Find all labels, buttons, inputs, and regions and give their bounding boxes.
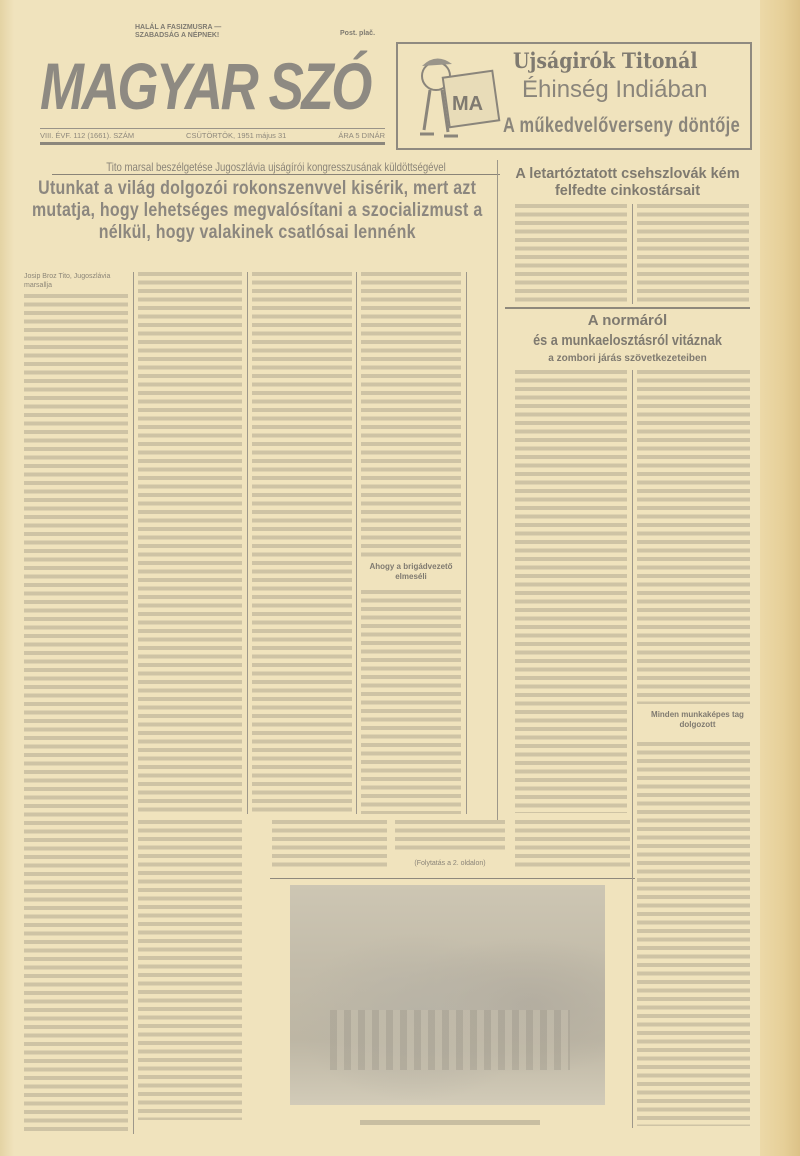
- side-story-2-column-1: [515, 370, 627, 813]
- side-story-2-crosshead-1: Ahogy a brigádvezető elmeséli: [369, 562, 453, 581]
- news-photo-figures: [330, 1010, 570, 1070]
- continued-note[interactable]: (Folytatás a 2. oldalon): [414, 860, 486, 867]
- lead-column-3: [252, 272, 352, 814]
- lead-kicker: Tito marsal beszélgetése Jugoszlávia ujságírói kongresszusának küldöttségével: [52, 160, 500, 175]
- teaser-item-3[interactable]: A műkedvelőverseny döntője: [503, 114, 741, 137]
- issue-info-line: [40, 128, 385, 145]
- issue-price: ÁRA 5 DINÁR: [338, 131, 385, 140]
- lead-column-2: [138, 272, 242, 814]
- column-rule: [632, 370, 633, 1128]
- lead-column-4b: [395, 820, 505, 850]
- postage-note: Post. plač.: [340, 30, 376, 37]
- divider: [505, 307, 750, 309]
- teaser-box: [396, 42, 752, 150]
- page-edge-right: [760, 0, 800, 1156]
- issue-number: VIII. ÉVF. 112 (1661). SZÁM: [40, 131, 135, 140]
- issue-date: CSÜTÖRTÖK, 1951 május 31: [186, 131, 287, 140]
- side-story-1-headline: A letartóztatott csehszlovák kém felfedte cinkostársait: [515, 166, 740, 199]
- lead-opening: Josip Broz Tito, Jugoszlávia marsallja: [24, 273, 111, 289]
- column-rule: [356, 272, 357, 814]
- side-story-2-subhead: a zombori járás szövetkezeteiben: [548, 353, 707, 364]
- news-photo: [290, 885, 605, 1105]
- lead-column-4: [361, 272, 461, 557]
- side-story-2-headline-1: A normáról: [587, 312, 668, 329]
- lead-column-4-lower: [361, 590, 461, 814]
- zombor-column-1b: [515, 820, 630, 870]
- teaser-item-2[interactable]: Éhinség Indiában: [522, 76, 708, 103]
- side-story-1-column-2: [637, 204, 749, 304]
- column-rule: [497, 160, 498, 820]
- lead-headline: Utunkat a világ dolgozói rokonszenvvel kisérik, mert azt mutatja, hogy lehetséges megvalósítani a szocializmust a nélkül, hogy valakinek csatlósai lennénk: [31, 178, 483, 243]
- masthead-title: MAGYAR SZÓ: [40, 49, 370, 123]
- photo-caption-line: [360, 1120, 540, 1125]
- lead-column-3b: [272, 820, 387, 870]
- masthead-motto: HALÁL A FASIZMUSRA — SZABADSÁG A NÉPNEK!: [135, 24, 222, 39]
- mascot-newspaper-label: MA: [452, 93, 484, 115]
- lead-column-1: [24, 294, 128, 1134]
- column-rule: [466, 272, 467, 814]
- side-story-2-column-2b: [637, 742, 750, 1126]
- lead-column-2b: [138, 820, 242, 1120]
- newsboy-mascot-icon: [406, 50, 506, 142]
- teaser-item-1[interactable]: Ujságirók Titonál: [513, 48, 698, 73]
- column-rule: [247, 272, 248, 814]
- side-story-2-headline-2: és a munkaelosztásról vitáznak: [533, 332, 722, 349]
- side-story-2-crosshead-2: Minden munkaképes tag dolgozott: [651, 710, 744, 729]
- divider: [270, 878, 635, 879]
- column-rule: [133, 272, 134, 1134]
- page-edge-left: [0, 0, 14, 1156]
- side-story-1-column-1: [515, 204, 627, 304]
- side-story-2-column-2: [637, 370, 750, 704]
- column-rule: [632, 204, 633, 304]
